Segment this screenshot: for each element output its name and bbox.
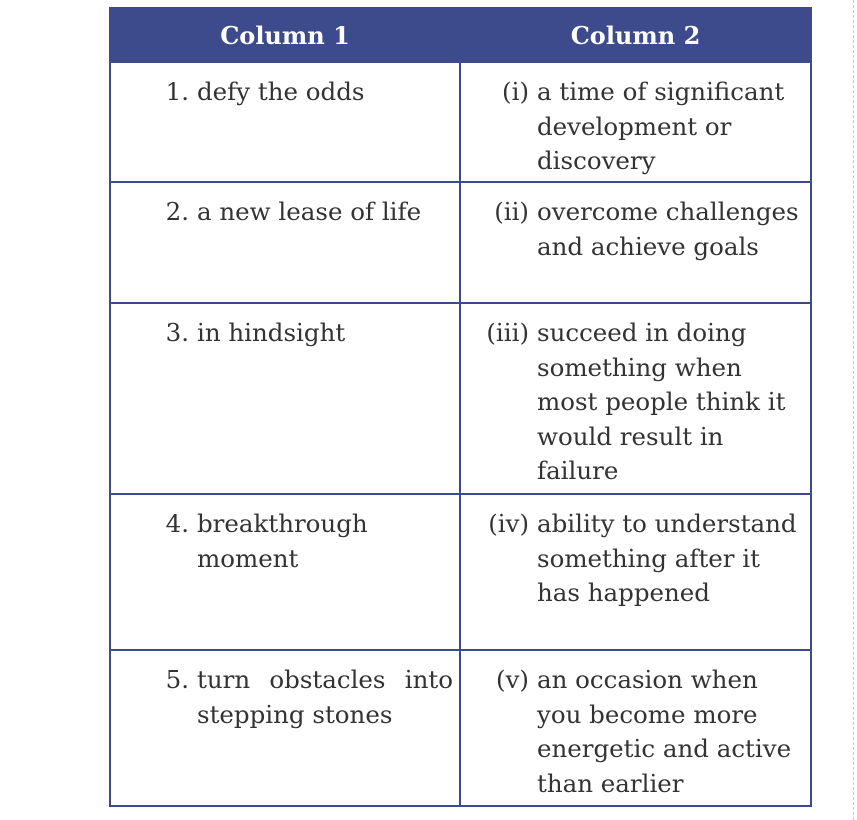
column-2-cell [460, 303, 811, 494]
item-number: 2. [165, 197, 189, 226]
item-number: 5. [165, 665, 189, 694]
item-number: 3. [165, 318, 189, 347]
meaning-text: an occasion when you become more energetic and active than earlier [537, 665, 792, 798]
phrase-line-2: stepping stones [197, 699, 393, 729]
column-1-cell [110, 494, 460, 650]
meaning-text: a time of significant development or discovery [537, 77, 785, 176]
item-numeral: (v) [496, 665, 529, 694]
item-numeral: (iii) [486, 318, 529, 347]
page-edge-dashed-line [853, 0, 854, 820]
column-1-cell [110, 182, 460, 303]
column-1-cell [110, 62, 460, 182]
item-numeral: (ii) [494, 197, 529, 226]
column-1-cell [110, 650, 460, 806]
meaning-text: ability to understand something after it has happened [537, 509, 797, 608]
column-2-cell [460, 494, 811, 650]
meaning-text: succeed in doing something when most people think it would result in failure [537, 318, 786, 486]
item-numeral: (iv) [488, 509, 529, 538]
item-number: 4. [165, 509, 189, 538]
item-number: 1. [165, 77, 189, 106]
column-2-header: Column 2 [460, 8, 811, 62]
phrase-text: in hindsight [197, 318, 346, 347]
column-2-cell [460, 182, 811, 303]
column-1-header: Column 1 [110, 8, 460, 62]
phrase-text [197, 663, 453, 732]
table-row [110, 62, 811, 182]
table-row [110, 303, 811, 494]
meaning-text: overcome challenges and achieve goals [537, 197, 799, 261]
column-1-cell [110, 303, 460, 494]
phrase-text: defy the odds [197, 77, 365, 106]
matching-table [109, 7, 812, 807]
column-2-cell [460, 650, 811, 806]
item-numeral: (i) [502, 77, 529, 106]
table-row [110, 182, 811, 303]
header-row [110, 8, 811, 62]
phrase-text: breakthrough moment [197, 509, 368, 573]
phrase-text: a new lease of life [197, 197, 422, 226]
table-row [110, 650, 811, 806]
column-2-cell [460, 62, 811, 182]
table-row [110, 494, 811, 650]
phrase-line-1: turn obstacles into [197, 665, 453, 694]
